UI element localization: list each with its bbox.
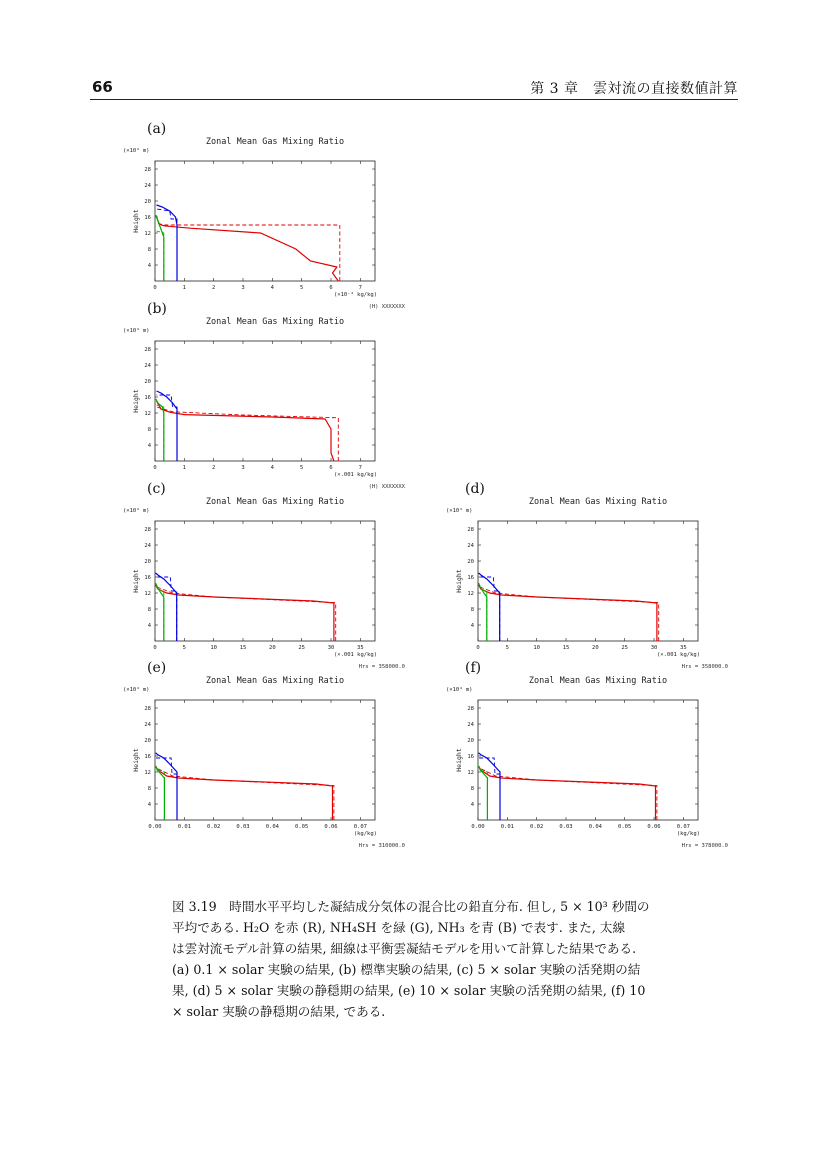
y-tick-label: 4 <box>470 802 474 808</box>
x-tick-label: 6 <box>329 465 333 471</box>
chapter-title: 第 3 章 雲対流の直接数値計算 <box>530 81 738 97</box>
x-tick-label: 0.01 <box>500 824 514 830</box>
header-rule <box>90 99 738 100</box>
y-tick-label: 20 <box>144 199 151 205</box>
chart-c <box>120 481 420 681</box>
chart-title: Zonal Mean Gas Mixing Ratio <box>205 497 345 507</box>
x-tick-label: 10 <box>210 645 217 651</box>
x-tick-label: 0.07 <box>353 824 367 830</box>
chart-f <box>443 660 743 860</box>
x-unit-label: (×.001 kg/kg) <box>333 472 377 478</box>
chart-title: Zonal Mean Gas Mixing Ratio <box>528 497 668 507</box>
y-tick-label: 20 <box>467 559 474 565</box>
chart-d <box>443 481 743 681</box>
y-axis-label: Height <box>455 748 463 772</box>
x-tick-label: 10 <box>533 645 540 651</box>
series-line-h2o-convection <box>156 585 334 641</box>
series-line-h2o-convection <box>157 401 334 461</box>
figure-caption <box>172 896 687 1022</box>
x-unit-label: (kg/kg) <box>353 831 377 837</box>
series-line-nh3-equilibrium <box>479 577 500 641</box>
x-tick-label: 35 <box>357 645 364 651</box>
plot-frame <box>155 341 375 461</box>
caption-line: は雲対流モデル計算の結果, 細線は平衡雲凝結モデルを用いて計算した結果である. <box>172 941 637 956</box>
series-line-nh3-convection <box>156 753 177 820</box>
x-tick-label: 0.02 <box>530 824 544 830</box>
x-tick-label: 35 <box>680 645 687 651</box>
y-tick-label: 28 <box>144 347 151 353</box>
x-tick-label: 6 <box>329 285 333 291</box>
series-line-h2o-convection <box>157 217 339 281</box>
chart-title: Zonal Mean Gas Mixing Ratio <box>528 676 668 686</box>
y-tick-label: 16 <box>144 575 151 581</box>
x-tick-label: 0.02 <box>207 824 221 830</box>
y-tick-label: 28 <box>467 527 474 533</box>
y-tick-label: 8 <box>147 607 151 613</box>
y-tick-label: 24 <box>144 183 151 189</box>
x-tick-label: 20 <box>592 645 599 651</box>
x-tick-label: 0.07 <box>676 824 690 830</box>
x-unit-label: (kg/kg) <box>676 831 700 837</box>
series-line-nh4sh-equilibrium <box>156 589 164 641</box>
figure-panel-a <box>120 121 405 316</box>
x-tick-label: 0.06 <box>324 824 338 830</box>
series-line-nh4sh-equilibrium <box>157 231 164 281</box>
y-tick-label: 12 <box>144 770 151 776</box>
x-tick-label: 25 <box>621 645 628 651</box>
y-tick-label: 8 <box>470 607 474 613</box>
x-tick-label: 0.03 <box>559 824 573 830</box>
y-tick-label: 16 <box>144 395 151 401</box>
plot-frame <box>478 521 698 641</box>
y-tick-label: 24 <box>144 543 151 549</box>
caption-line: 平均である. H₂O を赤 (R), NH₄SH を緑 (G), NH₃ を青 (B) で表す. また, 太線 <box>172 920 626 935</box>
page-number: 66 <box>92 78 113 96</box>
y-axis-label: Height <box>132 569 140 593</box>
x-tick-label: 1 <box>182 285 186 291</box>
series-line-h2o-equilibrium <box>480 768 657 820</box>
series-line-h2o-convection <box>479 585 657 641</box>
y-tick-label: 28 <box>467 706 474 712</box>
figure-panel-d <box>443 481 728 676</box>
y-tick-label: 8 <box>147 247 151 253</box>
x-tick-label: 0.06 <box>647 824 661 830</box>
series-line-nh3-convection <box>479 753 500 820</box>
y-tick-label: 12 <box>467 770 474 776</box>
y-tick-label: 12 <box>467 591 474 597</box>
plot-frame <box>155 700 375 820</box>
y-tick-label: 4 <box>147 443 151 449</box>
chart-title: Zonal Mean Gas Mixing Ratio <box>205 676 345 686</box>
x-tick-label: 0 <box>153 645 157 651</box>
caption-line: (a) 0.1 × solar 実験の結果, (b) 標準実験の結果, (c) 5 × solar 実験の活発期の結 <box>172 962 641 977</box>
caption-line: 図 3.19 時間水平平均した凝結成分気体の混合比の鉛直分布. 但し, 5 × 10³ 秒間の <box>172 899 650 914</box>
y-tick-label: 12 <box>144 411 151 417</box>
y-tick-label: 24 <box>144 722 151 728</box>
series-line-nh3-equilibrium <box>157 209 178 281</box>
footer-label: Hrs = 358000.0 <box>681 664 728 670</box>
x-tick-label: 3 <box>241 285 245 291</box>
series-line-nh3-convection <box>156 573 177 641</box>
x-tick-label: 25 <box>298 645 305 651</box>
panel-label-a: (a) <box>147 121 167 137</box>
series-line-h2o-equilibrium <box>157 768 334 820</box>
plot-frame <box>478 700 698 820</box>
series-line-nh3-equilibrium <box>479 758 500 820</box>
footer-label: Hrs = 310000.0 <box>358 843 405 849</box>
y-tick-label: 16 <box>144 215 151 221</box>
panel-label-c: (c) <box>147 481 166 497</box>
x-tick-label: 0.01 <box>177 824 191 830</box>
x-tick-label: 20 <box>269 645 276 651</box>
x-tick-label: 5 <box>300 285 304 291</box>
series-line-nh3-equilibrium <box>156 758 177 820</box>
x-unit-label: (×.001 kg/kg) <box>333 652 377 658</box>
x-tick-label: 0 <box>476 645 480 651</box>
x-tick-label: 0.00 <box>148 824 162 830</box>
x-tick-label: 3 <box>241 465 245 471</box>
series-line-nh4sh-equilibrium <box>479 589 487 641</box>
series-line-h2o-convection <box>479 766 656 820</box>
x-tick-label: 30 <box>650 645 658 651</box>
x-tick-label: 0.05 <box>295 824 309 830</box>
y-tick-label: 8 <box>147 786 151 792</box>
y-tick-label: 12 <box>144 231 151 237</box>
x-tick-label: 0.00 <box>471 824 485 830</box>
y-tick-label: 20 <box>144 738 151 744</box>
figure-panel-e <box>120 660 405 855</box>
x-tick-label: 7 <box>358 465 362 471</box>
y-unit-label: (×10⁴ m) <box>446 687 473 693</box>
y-unit-label: (×10⁴ m) <box>446 508 473 514</box>
x-unit-label: (×.001 kg/kg) <box>656 652 700 658</box>
panel-label-f: (f) <box>465 660 482 676</box>
y-tick-label: 8 <box>470 786 474 792</box>
x-tick-label: 5 <box>300 465 304 471</box>
y-tick-label: 24 <box>144 363 151 369</box>
series-line-h2o-convection <box>156 766 333 820</box>
figure-panel-b <box>120 301 405 496</box>
y-axis-label: Height <box>455 569 463 593</box>
figure-panel-c <box>120 481 405 676</box>
y-tick-label: 20 <box>144 379 151 385</box>
y-tick-label: 4 <box>147 802 151 808</box>
y-tick-label: 8 <box>147 427 151 433</box>
y-unit-label: (×10⁴ m) <box>123 687 150 693</box>
caption-line: 果, (d) 5 × solar 実験の静穏期の結果, (e) 10 × solar 実験の活発期の結果, (f) 10 <box>172 983 646 998</box>
plot-frame <box>155 521 375 641</box>
x-tick-label: 0.03 <box>236 824 250 830</box>
series-line-nh3-convection <box>157 205 178 281</box>
series-line-nh3-equilibrium <box>156 577 177 641</box>
footer-label: (H) XXXXXXX <box>368 484 405 490</box>
panel-label-b: (b) <box>147 301 167 317</box>
y-tick-label: 24 <box>467 543 474 549</box>
y-axis-label: Height <box>132 389 140 413</box>
x-tick-label: 15 <box>562 645 570 651</box>
y-unit-label: (×10⁴ m) <box>123 328 150 334</box>
x-tick-label: 2 <box>212 285 216 291</box>
y-tick-label: 28 <box>144 527 151 533</box>
x-tick-label: 0 <box>153 285 157 291</box>
y-tick-label: 16 <box>144 754 151 760</box>
series-line-nh3-convection <box>157 391 178 461</box>
x-tick-label: 1 <box>182 465 186 471</box>
x-tick-label: 4 <box>270 465 274 471</box>
y-tick-label: 12 <box>144 591 151 597</box>
y-tick-label: 24 <box>467 722 474 728</box>
y-axis-label: Height <box>132 209 140 233</box>
chart-e <box>120 660 420 860</box>
y-unit-label: (×10⁴ m) <box>123 508 150 514</box>
series-line-nh4sh-equilibrium <box>157 405 164 461</box>
x-unit-label: (×10⁻⁴ kg/kg) <box>333 292 377 298</box>
plot-frame <box>155 161 375 281</box>
x-tick-label: 0.05 <box>618 824 632 830</box>
x-tick-label: 0.04 <box>265 824 279 830</box>
x-tick-label: 0 <box>153 465 157 471</box>
page-header <box>90 78 738 100</box>
panel-label-d: (d) <box>465 481 485 497</box>
y-tick-label: 28 <box>144 167 151 173</box>
x-tick-label: 0.04 <box>588 824 602 830</box>
footer-label: (H) XXXXXXX <box>368 304 405 310</box>
y-tick-label: 28 <box>144 706 151 712</box>
chart-b <box>120 301 420 501</box>
y-tick-label: 4 <box>147 263 151 269</box>
caption-line: × solar 実験の静穏期の結果, である. <box>172 1004 386 1019</box>
x-tick-label: 2 <box>212 465 216 471</box>
chart-title: Zonal Mean Gas Mixing Ratio <box>205 137 345 147</box>
y-tick-label: 20 <box>467 738 474 744</box>
panel-label-e: (e) <box>147 660 167 676</box>
footer-label: Hrs = 358000.0 <box>358 664 405 670</box>
x-tick-label: 5 <box>182 645 186 651</box>
y-tick-label: 16 <box>467 575 474 581</box>
y-tick-label: 4 <box>470 623 474 629</box>
series-line-nh3-convection <box>479 573 500 641</box>
figure-panel-f <box>443 660 728 855</box>
y-tick-label: 16 <box>467 754 474 760</box>
chart-title: Zonal Mean Gas Mixing Ratio <box>205 317 345 327</box>
x-tick-label: 4 <box>270 285 274 291</box>
footer-label: Hrs = 378000.0 <box>681 843 728 849</box>
chart-a <box>120 121 420 321</box>
y-tick-label: 20 <box>144 559 151 565</box>
y-unit-label: (×10⁴ m) <box>123 148 150 154</box>
y-axis-label: Height <box>132 748 140 772</box>
x-tick-label: 5 <box>505 645 509 651</box>
x-tick-label: 7 <box>358 285 362 291</box>
y-tick-label: 4 <box>147 623 151 629</box>
x-tick-label: 15 <box>239 645 247 651</box>
x-tick-label: 30 <box>327 645 335 651</box>
